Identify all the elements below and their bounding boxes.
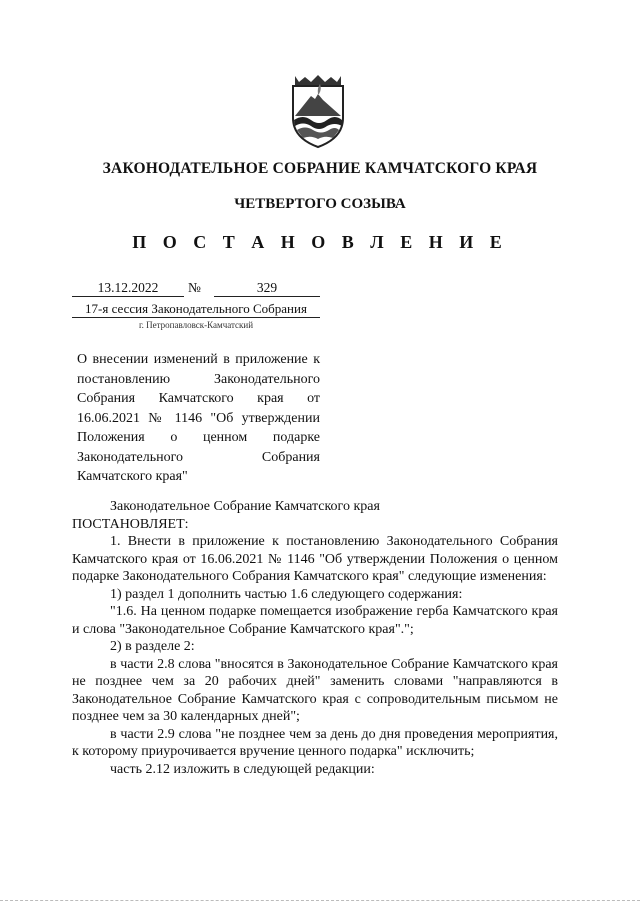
body-paragraph: Законодательное Собрание Камчатского края <box>110 499 380 514</box>
body-paragraph: "1.6. На ценном подарке помещается изображение герба Камчатского края и слова "Законодательное Собрание Камчатского края"."; <box>72 604 558 637</box>
body-paragraph: 2) в разделе 2: <box>110 639 195 654</box>
doc-type-title: П О С Т А Н О В Л Е Н И Е <box>132 232 508 252</box>
body-paragraph: в части 2.9 слова "не позднее чем за день до дня проведения мероприятия, к которому приурочивается вручение ценного подарка" исключить; <box>72 726 558 759</box>
body-paragraph: 1) раздел 1 дополнить частью 1.6 следующего содержания: <box>110 586 463 602</box>
number-sign: № <box>188 280 201 295</box>
body-paragraph: в части 2.8 слова "вносятся в Законодательное Собрание Камчатского края не позднее чем за 20 рабочих дней" заменить словами "направляются в Законодательное Собрание Камчатского края с сопроводительным письмом не позднее чем за 30 календарных дней"; <box>72 656 558 724</box>
body-paragraph: ПОСТАНОВЛЯЕТ: <box>72 516 189 532</box>
session-label: 17-я сессия Законодательного Собрания <box>72 301 320 318</box>
resolution-date: 13.12.2022 <box>72 280 184 297</box>
convocation-title: ЧЕТВЕРТОГО СОЗЫВА <box>234 196 406 212</box>
city-label: г. Петропавловск-Камчатский <box>138 320 254 330</box>
page-edge-divider <box>0 900 640 901</box>
assembly-title: ЗАКОНОДАТЕЛЬНОЕ СОБРАНИЕ КАМЧАТСКОГО КРАЯ <box>102 160 538 177</box>
resolution-body <box>72 498 558 778</box>
body-paragraph: часть 2.12 изложить в следующей редакции: <box>110 761 375 777</box>
resolution-number: 329 <box>214 280 320 297</box>
body-paragraph: 1. Внести в приложение к постановлению Законодательного Собрания Камчатского края от 16.06.2021 № 1146 "Об утверждении Положения о ценном подарке Законодательного Собрания Камчатского края" следующие изменения: <box>72 534 558 584</box>
resolution-subject: О внесении изменений в приложение к постановлению Законодательного Собрания Камчатского края от 16.06.2021 № 1146 "Об утверждении Положения о ценном подарке Законодательного Собрания Камчатского края" <box>77 352 320 484</box>
kamchatka-emblem-icon <box>273 74 363 150</box>
